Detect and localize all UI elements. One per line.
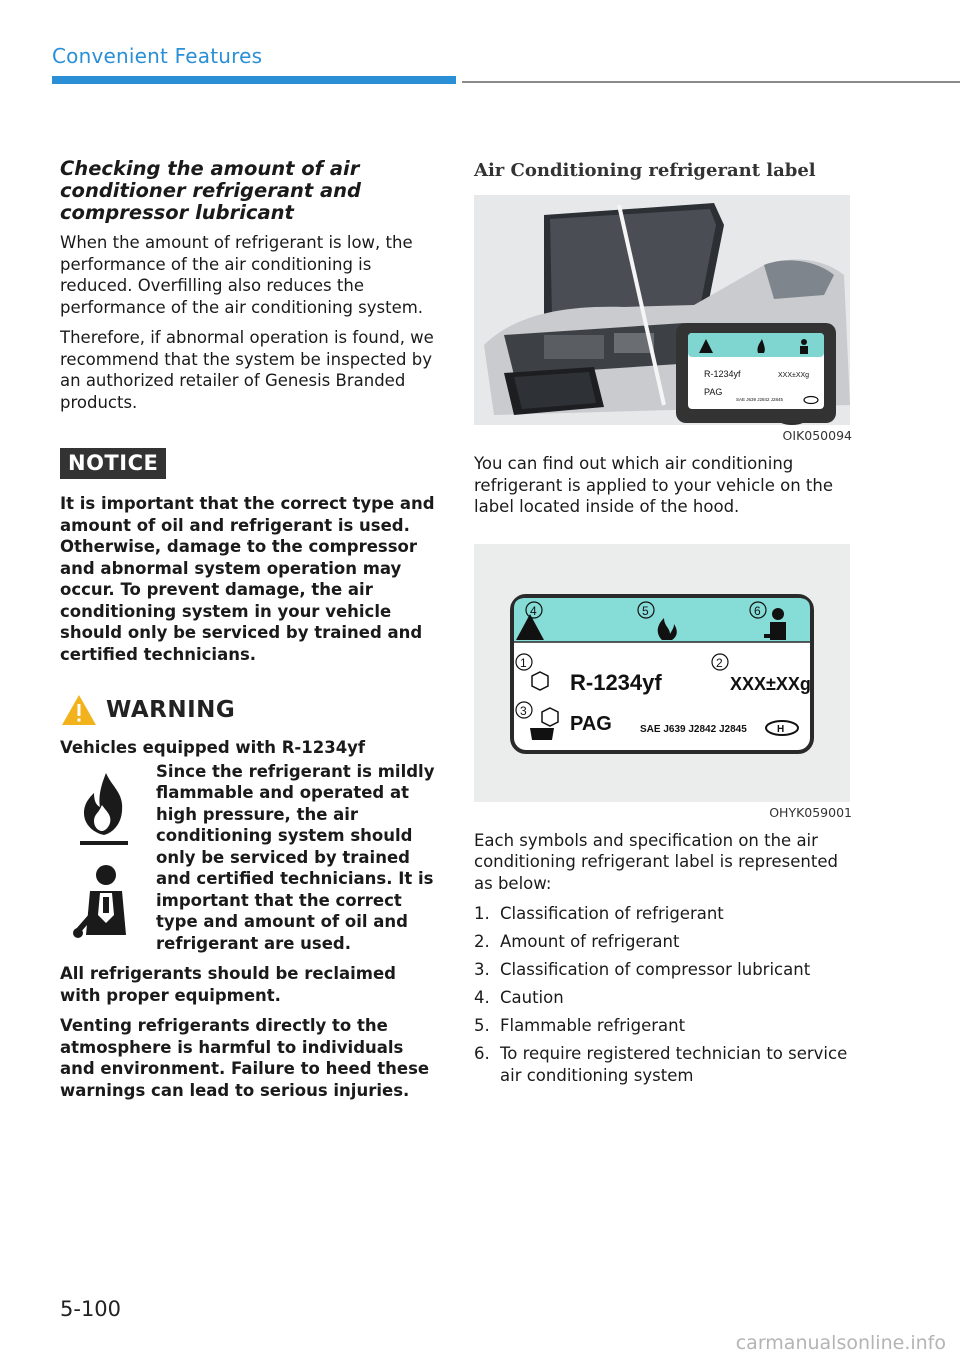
svg-text:H: H [777, 723, 785, 735]
figure-caption: OHYK059001 [769, 804, 852, 820]
list-item: 2. Amount of refrigerant [474, 932, 680, 951]
warning-body-row [60, 761, 436, 964]
hood-label-refrigerant: R-1234yf [704, 369, 741, 379]
body-paragraph: When the amount of refrigerant is low, the performance of the air conditioning is reduced. Overfilling also reduces the performance of the air conditioning system. [60, 233, 424, 317]
warning-paragraph: Venting refrigerants directly to the atmosphere is harmful to individuals and environment. Failure to heed these warnings can lead to serious injuries. [60, 1016, 430, 1100]
header-rule [462, 81, 960, 83]
label-refrigerant-type: R-1234yf [570, 669, 662, 695]
list-item: 5. Flammable refrigerant [474, 1016, 686, 1035]
warning-header [60, 693, 436, 727]
list-item: 6. To require registered technician to service air conditioning system [474, 1044, 848, 1085]
hood-label-lubricant: PAG [704, 387, 723, 397]
body-paragraph: You can find out which air conditioning refrigerant is applied to your vehicle on the label located inside of the hood. [474, 454, 834, 516]
list-item: 3. Classification of compressor lubricant [474, 960, 811, 979]
callout-number-2: 2 [716, 655, 723, 670]
section-title: Convenient Features [52, 44, 263, 68]
label-sae-standards: SAE J639 J2842 J2845 [640, 723, 747, 735]
warning-icon-column [60, 761, 156, 964]
notice-text: It is important that the correct type and amount of oil and refrigerant is used. Otherwise, damage to the compressor and abnormal system operation may occur. To prevent damage, the air conditioning system in your vehicle should only be serviced by trained and certified technicians. [60, 494, 435, 664]
warning-body-text [156, 761, 436, 964]
section-heading: Checking the amount of air conditioner refrigerant and compressor lubricant [60, 157, 361, 224]
watermark: carmanualsonline.info [735, 1332, 946, 1354]
callout-number-5: 5 [642, 603, 649, 618]
label-heading: Air Conditioning refrigerant label [474, 160, 816, 181]
hood-label-sae: SAE J639 J2842 J2845 [736, 397, 784, 402]
body-paragraph: Therefore, if abnormal operation is found, we recommend that the system be inspected by an authorized retailer of Genesis Branded products. [60, 328, 434, 412]
car-hood-illustration [474, 195, 850, 425]
notice-badge: NOTICE [60, 448, 166, 479]
list-item: 4. Caution [474, 988, 564, 1007]
header-accent-bar [52, 76, 456, 84]
hood-label-figure [474, 195, 850, 425]
left-column [60, 158, 436, 1110]
warning-label: WARNING [106, 697, 236, 723]
refrigerant-label-figure [474, 544, 850, 802]
refrigerant-label-illustration [474, 544, 850, 802]
callout-number-6: 6 [754, 603, 761, 618]
callout-number-1: 1 [520, 655, 527, 670]
callout-number-3: 3 [520, 703, 527, 718]
warning-intro: Vehicles equipped with R-1234yf [60, 738, 366, 757]
warning-triangle-icon [60, 693, 98, 727]
right-column [474, 160, 852, 1093]
flame-icon [72, 769, 136, 849]
symbol-list [474, 903, 852, 1086]
warning-body: Since the refrigerant is mildly flammable and operated at high pressure, the air conditioning system should only be serviced by trained and certified technicians. It is important that the correct type and amount of oil and refrigerant are used. [156, 761, 435, 953]
label-refrigerant-amount: XXX±XXg [730, 673, 811, 694]
figure-caption: OIK050094 [782, 428, 852, 443]
callout-number-4: 4 [530, 603, 537, 618]
hood-label-amount: XXX±XXg [778, 372, 810, 379]
warning-paragraph: All refrigerants should be reclaimed with proper equipment. [60, 964, 396, 1005]
body-paragraph: Each symbols and specification on the air conditioning refrigerant label is represented as below: [474, 830, 838, 893]
technician-icon [72, 863, 142, 943]
label-lubricant-type: PAG [570, 712, 612, 735]
page-number: 5-100 [60, 1297, 122, 1321]
list-item: 1. Classification of refrigerant [474, 904, 724, 923]
